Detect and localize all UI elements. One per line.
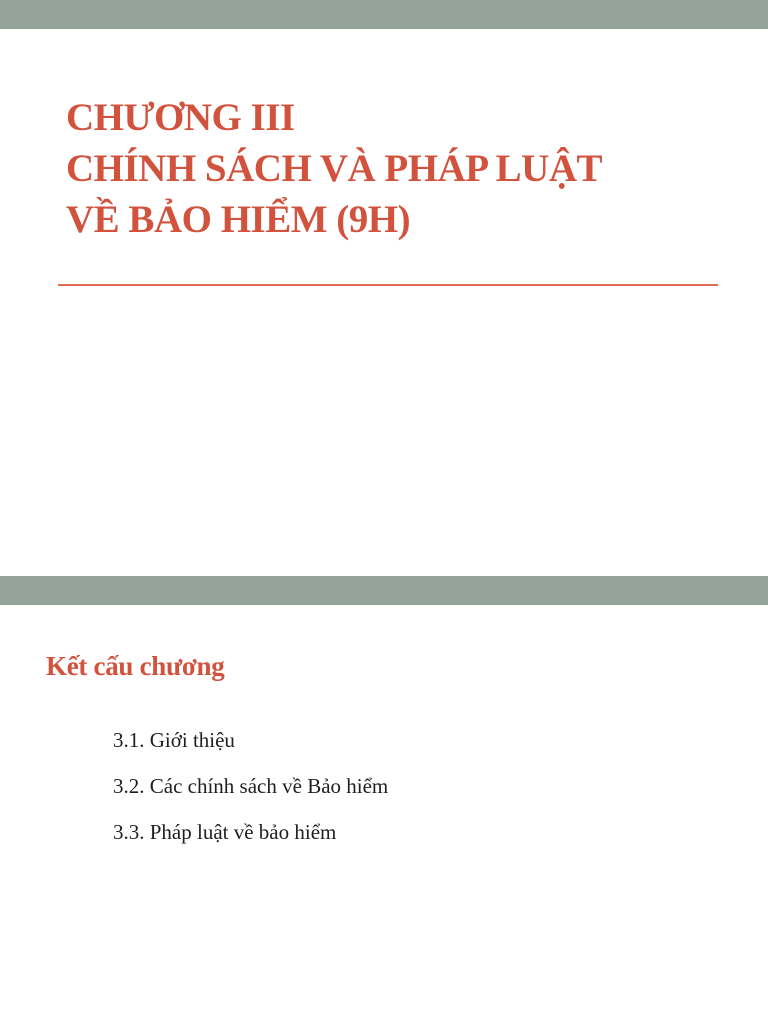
slide-title (66, 92, 602, 245)
chapter-outline-list (113, 729, 388, 867)
title-line-scope: VỀ BẢO HIỂM (9H) (66, 198, 411, 241)
section-heading: Kết cấu chương (46, 651, 225, 681)
title-divider (58, 284, 718, 286)
title-line-subject: CHÍNH SÁCH VÀ PHÁP LUẬT (66, 147, 603, 190)
outline-slide (0, 576, 768, 1024)
outline-item-intro: 3.1. Giới thiệu (113, 728, 235, 752)
slide-header-bar (0, 0, 768, 29)
slide-header-bar (0, 576, 768, 605)
title-line-chapter: CHƯƠNG III (66, 96, 295, 139)
outline-item-law: 3.3. Pháp luật về bảo hiểm (113, 820, 337, 844)
outline-item-policies: 3.2. Các chính sách về Bảo hiểm (113, 774, 389, 798)
